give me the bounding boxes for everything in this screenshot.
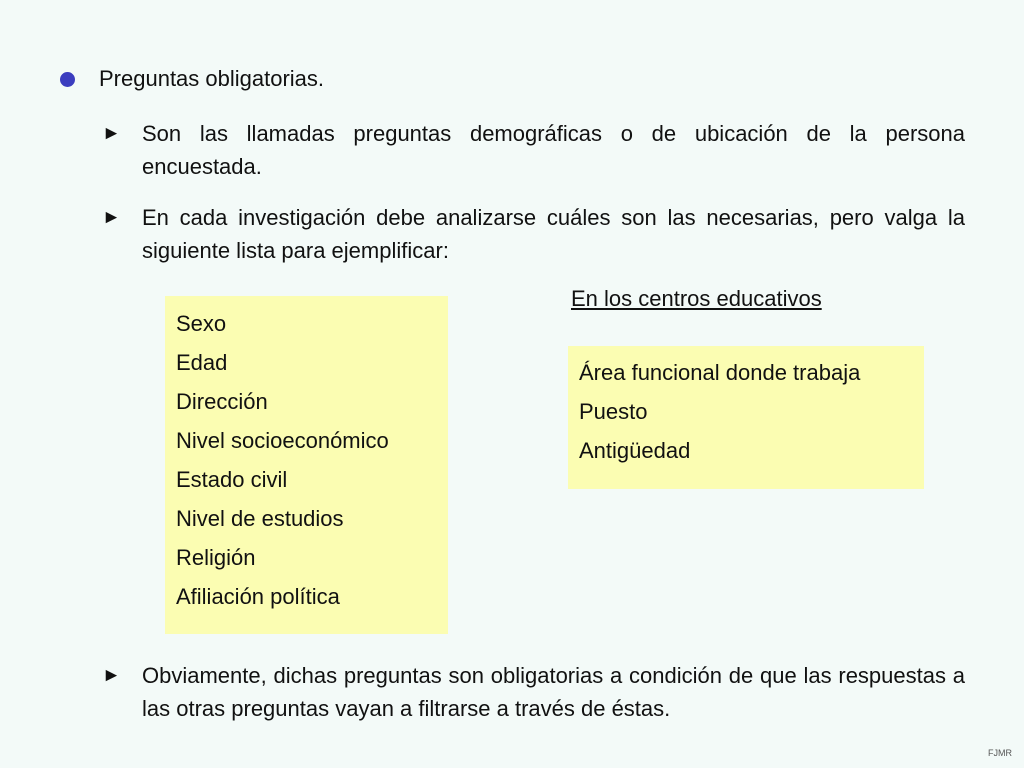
demographic-list-box (165, 296, 448, 634)
educational-centers-heading: En los centros educativos (571, 286, 822, 311)
list-item: Nivel socioeconómico (176, 428, 389, 453)
educational-list-box (568, 346, 924, 489)
list-item: Edad (176, 350, 228, 375)
list-item: Dirección (176, 389, 268, 414)
list-item: Antigüedad (579, 438, 691, 463)
list-item: Puesto (579, 399, 648, 424)
point-3 (102, 659, 965, 725)
list-item: Nivel de estudios (176, 506, 344, 531)
bullet-dot-icon (60, 72, 75, 87)
footer-initials: FJMR (988, 748, 1012, 758)
arrow-bullet-icon: ► (102, 207, 121, 228)
point-1-text: Son las llamadas preguntas demográficas o de ubicación de la persona encuestada. (142, 121, 965, 179)
arrow-bullet-icon: ► (102, 123, 121, 144)
point-2-text: En cada investigación debe analizarse cuáles son las necesarias, pero valga la siguiente lista para ejemplificar: (142, 205, 965, 263)
list-item: Sexo (176, 311, 227, 336)
list-item: Área funcional donde trabaja (579, 360, 861, 385)
point-2 (102, 201, 965, 267)
point-1 (102, 117, 965, 183)
point-3-text: Obviamente, dichas preguntas son obligatorias a condición de que las respuestas a las otras preguntas vayan a filtrarse a través de éstas. (142, 663, 965, 721)
list-item: Estado civil (176, 467, 288, 492)
main-bullet-text: Preguntas obligatorias. (99, 66, 325, 91)
list-item: Religión (176, 545, 256, 570)
arrow-bullet-icon: ► (102, 665, 121, 686)
main-bullet (60, 66, 324, 92)
list-item: Afiliación política (176, 584, 340, 609)
